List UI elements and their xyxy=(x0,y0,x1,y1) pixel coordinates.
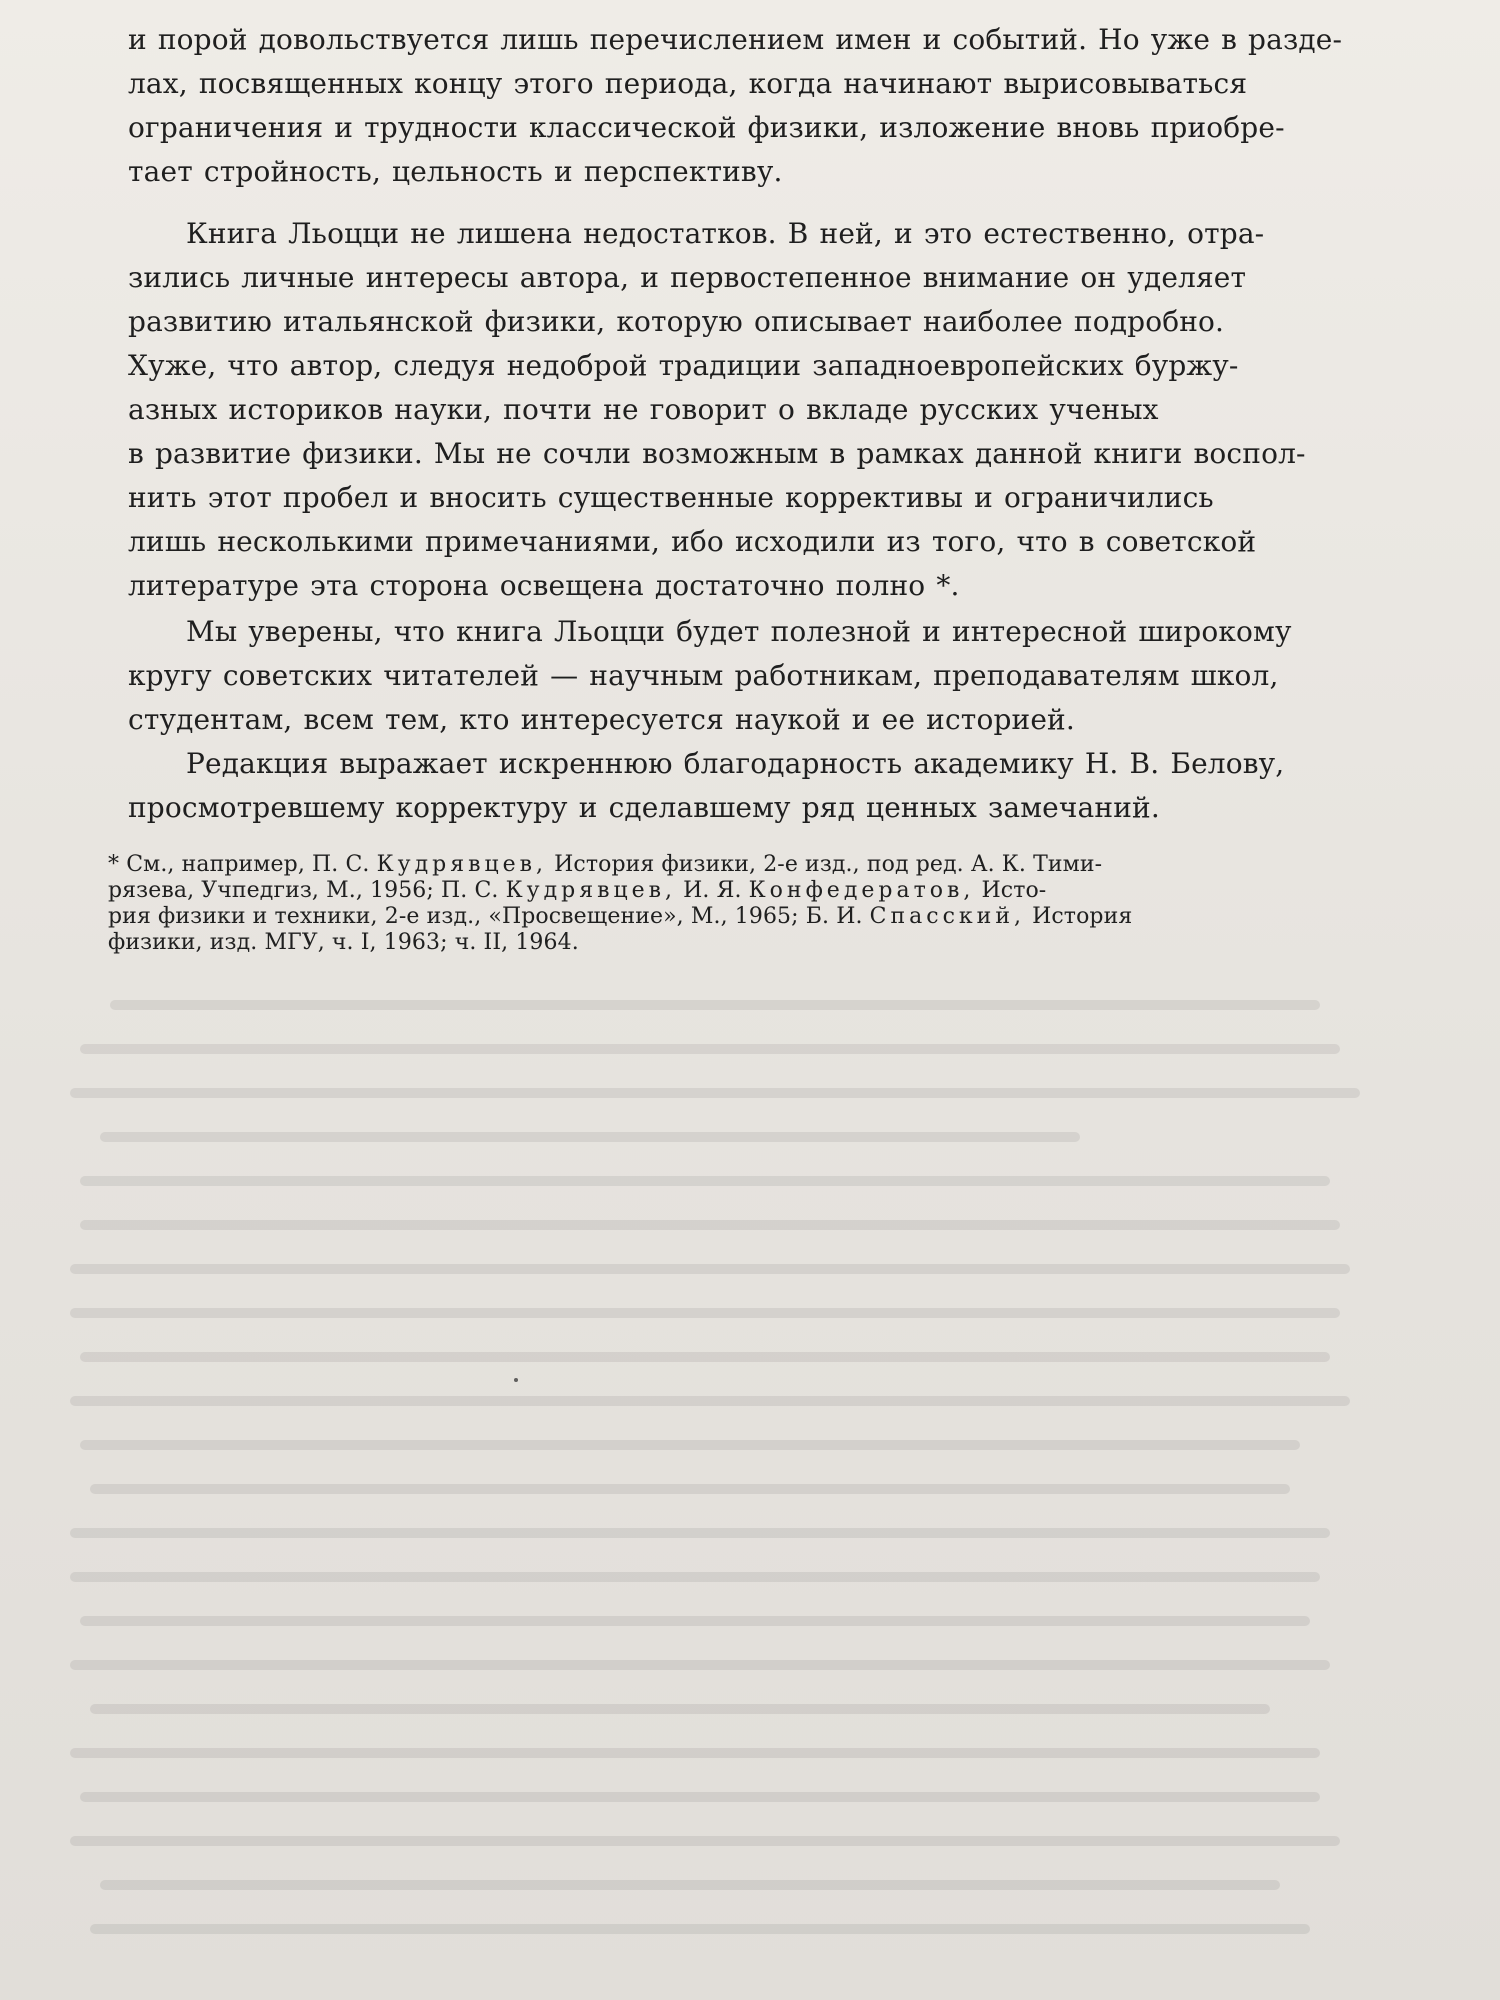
footnote-text: рязева, Учпедгиз, М., 1956; П. С. xyxy=(108,878,499,903)
faint-line xyxy=(90,1484,1290,1494)
text-line: Хуже, что автор, следуя недоброй традиции западноевропейских буржу- xyxy=(128,349,1239,382)
footnote-author: Конфедератов, xyxy=(748,878,975,903)
footnote xyxy=(108,852,1404,956)
footnote-text: И. Я. xyxy=(683,878,742,903)
text-line: и порой довольствуется лишь перечислением имен и событий. Но уже в разде- xyxy=(128,23,1343,56)
text-line: нить этот пробел и вносить существенные коррективы и ограничились xyxy=(128,481,1214,514)
footnote-text: рия физики и техники, 2-е изд., «Просвещение», М., 1965; Б. И. xyxy=(108,904,863,929)
faint-line xyxy=(80,1792,1320,1802)
paragraph-3 xyxy=(128,610,1400,742)
text-line: зились личные интересы автора, и первостепенное внимание он уделяет xyxy=(128,261,1247,294)
faint-line xyxy=(90,1924,1310,1934)
faint-line xyxy=(70,1308,1340,1318)
text-line: ограничения и трудности классической физики, изложение вновь приобре- xyxy=(128,111,1285,144)
faint-line xyxy=(80,1616,1310,1626)
text-line: литературе эта сторона освещена достаточно полно *. xyxy=(128,569,960,602)
text-line: развитию итальянской физики, которую описывает наиболее подробно. xyxy=(128,305,1225,338)
paragraph-2 xyxy=(128,212,1400,608)
faint-line xyxy=(80,1352,1330,1362)
text-line: студентам, всем тем, кто интересуется наукой и ее историей. xyxy=(128,703,1075,736)
footnote-line xyxy=(108,878,1404,904)
faint-line xyxy=(70,1264,1350,1274)
show-through-text xyxy=(70,980,1450,1990)
ink-dot xyxy=(514,1378,518,1382)
faint-line xyxy=(70,1528,1330,1538)
faint-line xyxy=(70,1836,1340,1846)
text-line: просмотревшему корректуру и сделавшему ряд ценных замечаний. xyxy=(128,791,1160,824)
faint-line xyxy=(80,1044,1340,1054)
text-line: тает стройность, цельность и перспективу. xyxy=(128,155,783,188)
footnote-text: Исто- xyxy=(981,878,1047,903)
faint-line xyxy=(70,1396,1350,1406)
text-line: Книга Льоцци не лишена недостатков. В ней, и это естественно, отра- xyxy=(186,217,1265,250)
faint-line xyxy=(80,1440,1300,1450)
faint-line xyxy=(110,1000,1320,1010)
footnote-author: Кудрявцев, xyxy=(376,852,548,877)
text-line: кругу советских читателей — научным работникам, преподавателям школ, xyxy=(128,659,1279,692)
text-line: Мы уверены, что книга Льоцци будет полезной и интересной широкому xyxy=(186,615,1292,648)
faint-line xyxy=(70,1088,1360,1098)
text-line: в развитие физики. Мы не сочли возможным в рамках данной книги воспол- xyxy=(128,437,1306,470)
footnote-line xyxy=(108,852,1404,878)
faint-line xyxy=(70,1748,1320,1758)
footnote-line: физики, изд. МГУ, ч. I, 1963; ч. II, 1964. xyxy=(108,930,579,955)
paragraph-4 xyxy=(128,742,1400,830)
footnote-author: Спасский, xyxy=(869,904,1025,929)
faint-line xyxy=(100,1132,1080,1142)
text-line: Редакция выражает искреннюю благодарность академику Н. В. Белову, xyxy=(186,747,1285,780)
faint-line xyxy=(80,1220,1340,1230)
faint-line xyxy=(100,1880,1280,1890)
text-line: лах, посвященных концу этого периода, когда начинают вырисовываться xyxy=(128,67,1248,100)
footnote-text: * См., например, П. С. xyxy=(108,852,370,877)
faint-line xyxy=(70,1572,1320,1582)
faint-line xyxy=(70,1660,1330,1670)
text-line: азных историков науки, почти не говорит о вкладе русских ученых xyxy=(128,393,1159,426)
faint-line xyxy=(90,1704,1270,1714)
text-line: лишь несколькими примечаниями, ибо исходили из того, что в советской xyxy=(128,525,1257,558)
footnote-author: Кудрявцев, xyxy=(505,878,677,903)
footnote-text: История физики, 2-е изд., под ред. А. К. Тими- xyxy=(554,852,1103,877)
footnote-line xyxy=(108,904,1404,930)
faint-line xyxy=(80,1176,1330,1186)
paragraph-1 xyxy=(128,18,1400,194)
footnote-text: История xyxy=(1032,904,1133,929)
